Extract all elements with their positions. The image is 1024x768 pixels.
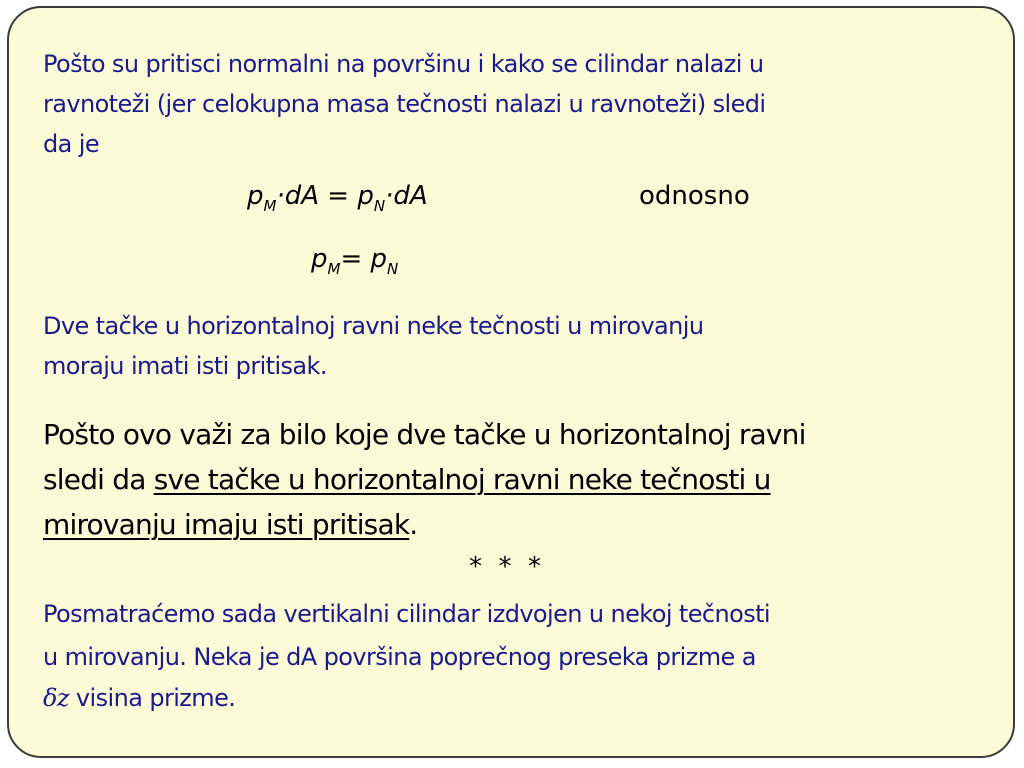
paragraph-3-line-2 [43, 459, 771, 501]
eq2-mid: = [340, 244, 371, 274]
paragraph-3-emphasis-part-1: sve tačke u horizontalnoj ravni neke tečnosti u [153, 463, 771, 496]
paragraph-2-line-2: moraju imati isti pritisak. [43, 352, 327, 380]
paragraph-3-line-3 [43, 504, 417, 546]
paragraph-3-emphasis-part-2: mirovanju imaju isti pritisak [43, 508, 410, 541]
paragraph-2-line-1: Dve tačke u horizontalnoj ravni neke tečnosti u mirovanju [43, 312, 704, 340]
eq1-p-left: p [247, 181, 264, 211]
paragraph-4-line-3-text: visina prizme. [68, 684, 236, 712]
paragraph-4-line-3 [43, 677, 235, 719]
paragraph-4-line-2: u mirovanju. Neka je dA površina poprečnog preseka prizme a [43, 643, 756, 671]
paragraph-1-line-1: Pošto su pritisci normalni na površinu i kako se cilindar nalazi u [43, 50, 764, 78]
eq1-mid: ·dA = [276, 181, 358, 211]
paragraph-1-line-2: ravnoteži (jer celokupna masa tečnosti nalazi u ravnoteži) sledi [43, 90, 766, 118]
equation-2 [311, 244, 398, 278]
separator: * * * [469, 552, 542, 582]
eq2-sub-left: M [327, 260, 341, 278]
delta-z-symbol: δz [43, 684, 69, 712]
eq2-p-left: p [311, 244, 328, 274]
eq2-sub-right: N [387, 260, 399, 278]
equation-connector: odnosno [639, 181, 750, 211]
slide [7, 6, 1015, 758]
eq1-sub-left: M [263, 197, 277, 215]
paragraph-3-period: . [409, 508, 418, 541]
paragraph-4-line-1: Posmatraćemo sada vertikalni cilindar izdvojen u nekoj tečnosti [43, 600, 770, 628]
equation-1 [247, 181, 428, 215]
paragraph-3-line-1: Pošto ovo važi za bilo koje dve tačke u horizontalnoj ravni [43, 418, 806, 451]
paragraph-1-line-3: da je [43, 130, 100, 158]
eq1-sub-right: N [373, 197, 386, 215]
eq2-p-right: p [370, 244, 388, 274]
eq1-p-right: p [357, 181, 374, 211]
paragraph-3-plain: sledi da [43, 463, 154, 496]
eq1-end: ·dA [385, 181, 428, 211]
